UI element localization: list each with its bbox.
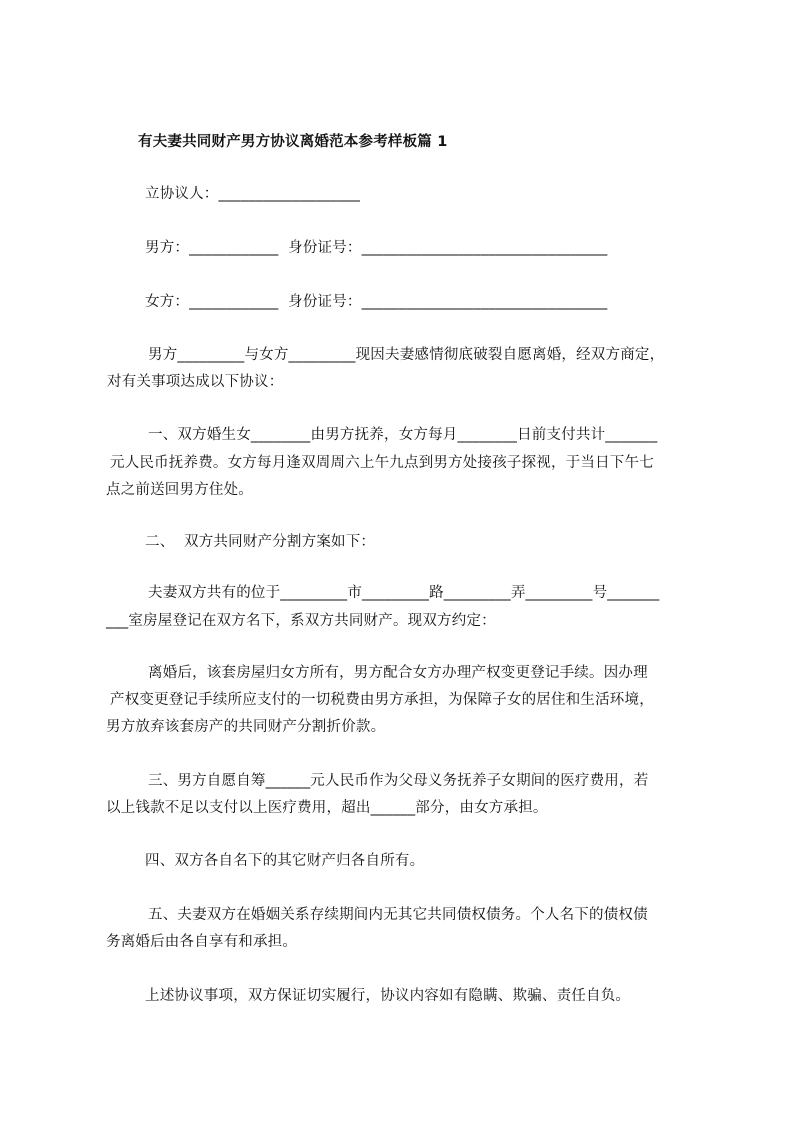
clause-5-line-1: 五、夫妻双方在婚姻关系存续期间内无其它共同债权债务。个人名下的债权债: [148, 907, 648, 923]
wife-id-line: 女方：____________ 身份证号：_________________________________: [145, 294, 608, 310]
clause-1-line-3: 点之前送回男方住处。: [106, 482, 253, 498]
clause-5-line-2: 务离婚后由各自享有和承担。: [106, 934, 298, 950]
property-clause-line-1: 离婚后，该套房屋归女方所有，男方配合女方办理产权变更登记手续。因办理: [148, 665, 648, 681]
property-clause-line-2: 产权变更登记手续所应支付的一切税费由男方承担，为保障子女的居住和生活环境，: [110, 692, 654, 708]
clause-3-line-2: 以上钱款不足以支付以上医疗费用，超出______部分，由女方承担。: [106, 800, 548, 816]
clause-1-line-2: 元人民币抚养费。女方每月逢双周周六上午九点到男方处接孩子探视，于当日下午七: [110, 455, 654, 471]
property-line-1: 夫妻双方共有的位于_________市_________路_________弄_________号_______: [148, 585, 660, 601]
clause-1-line-1: 一、双方婚生女________由男方抚养，女方每月________日前支付共计_______: [148, 427, 658, 443]
signatory-line: 立协议人：___________________: [145, 186, 361, 202]
closing-line: 上述协议事项，双方保证切实履行，协议内容如有隐瞒、欺骗、责任自负。: [145, 988, 631, 1004]
property-clause-line-3: 男方放弃该套房产的共同财产分割折价款。: [106, 719, 386, 735]
husband-id-line: 男方：____________ 身份证号：_________________________________: [145, 240, 608, 256]
clause-2-heading: 二、 双方共同财产分割方案如下：: [145, 534, 376, 550]
clause-3-line-1: 三、男方自愿自筹______元人民币作为父母义务抚养子女期间的医疗费用，若: [148, 773, 649, 789]
property-line-2: ___室房屋登记在双方名下，系双方共同财产。现双方约定：: [106, 613, 496, 629]
intro-line-1: 男方_________与女方_________现因夫妻感情彻底破裂自愿离婚，经双方商定，: [148, 347, 665, 363]
clause-4-line: 四、双方各自名下的其它财产归各自所有。: [145, 853, 425, 869]
document-title: 有夫妻共同财产男方协议离婚范本参考样板篇 1: [138, 134, 448, 150]
intro-line-2: 对有关事项达成以下协议：: [107, 374, 284, 390]
